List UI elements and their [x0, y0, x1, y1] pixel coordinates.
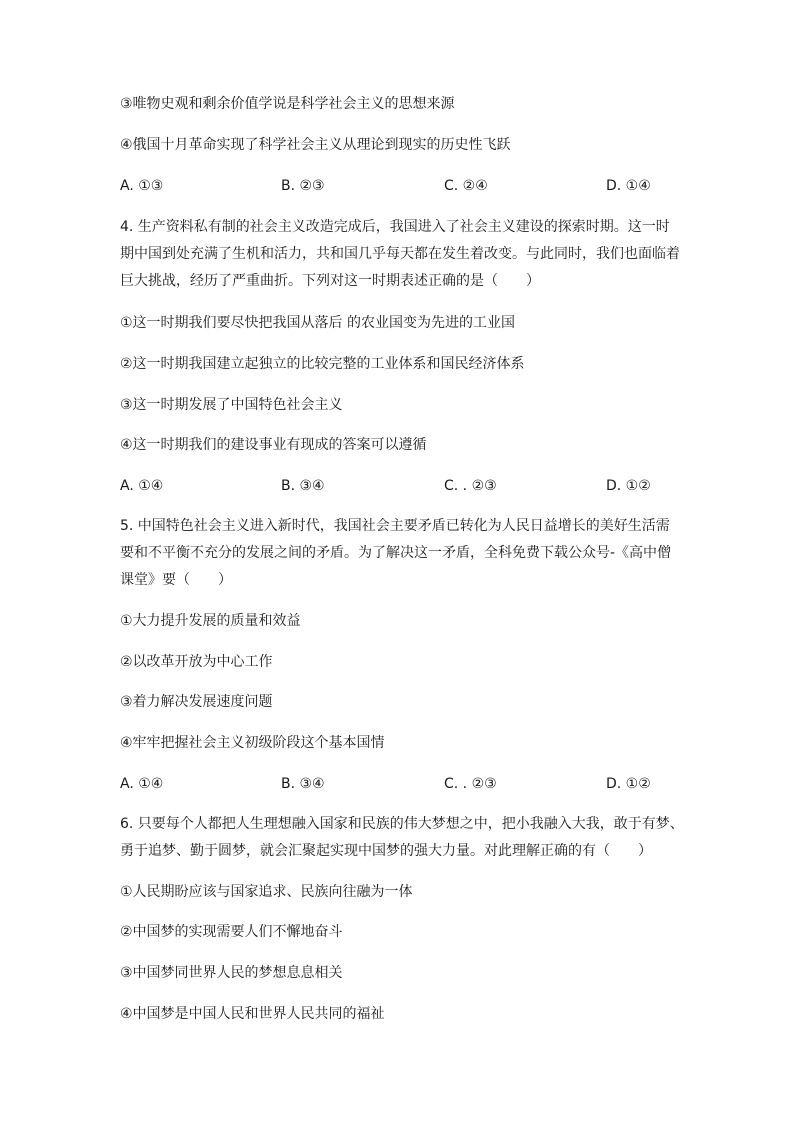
q4-statement-4: ④这一时期我们的建设事业有现成的答案可以遵循	[120, 437, 427, 453]
q3-option-a: A. ①③	[120, 178, 164, 194]
q6-statement-1: ①人民期盼应该与国家追求、民族向往融为一体	[120, 884, 413, 900]
q3-option-b: B. ②③	[281, 178, 325, 194]
q5-answer-options	[120, 774, 680, 794]
q5-option-a: A. ①④	[120, 776, 164, 792]
q4-statement-2: ②这一时期我国建立起独立的比较完整的工业体系和国民经济体系	[120, 356, 525, 372]
q5-statement-4: ④牢牢把握社会主义初级阶段这个基本国情	[120, 735, 385, 751]
q5-option-d: D. ①②	[606, 776, 651, 792]
q4-option-d: D. ①②	[606, 478, 651, 494]
q3-answer-options	[120, 176, 680, 196]
q5-statement-1: ①大力提升发展的质量和效益	[120, 613, 301, 629]
q4-statement-3: ③这一时期发展了中国特色社会主义	[120, 397, 343, 413]
q6-statement-4: ④中国梦是中国人民和世界人民共同的福祉	[120, 1006, 385, 1022]
q3-option-d: D. ①④	[606, 178, 651, 194]
q6-stem-line-1: 6. 只要每个人都把人生理想融入国家和民族的伟大梦想之中，把小我融入大我，敢于有梦、	[120, 816, 684, 832]
q4-option-b: B. ③④	[281, 478, 325, 494]
q6-statement-2: ②中国梦的实现需要人们不懈地奋斗	[120, 924, 343, 940]
q5-statement-3: ③着力解决发展速度问题	[120, 694, 273, 710]
q5-stem-line-3: 课堂》要（ ）	[120, 572, 232, 588]
q4-stem-line-2: 期中国到处充满了生机和活力，共和国几乎每天都在发生着改变。与此同时，我们也面临着	[120, 246, 680, 262]
q4-stem-line-3: 巨大挑战，经历了严重曲折。下列对这一时期表述正确的是（ ）	[120, 273, 540, 289]
q5-stem-line-1: 5. 中国特色社会主义进入新时代，我国社会主要矛盾已转化为人民日益增长的美好生活需	[120, 518, 670, 534]
q5-option-b: B. ③④	[281, 776, 325, 792]
q3-option-c: C. ②④	[444, 178, 488, 194]
q3-statement-3: ③唯物史观和剩余价值学说是科学社会主义的思想来源	[120, 96, 455, 112]
q6-stem-line-2: 勇于追梦、勤于圆梦，就会汇聚起实现中国梦的强大力量。对此理解正确的有（ ）	[120, 843, 652, 859]
q5-stem-line-2: 要和不平衡不充分的发展之间的矛盾。为了解决这一矛盾，全科免费下载公众号-《高中僧	[120, 545, 672, 561]
q5-statement-2: ②以改革开放为中心工作	[120, 654, 273, 670]
q4-answer-options	[120, 476, 680, 496]
q4-stem-line-1: 4. 生产资料私有制的社会主义改造完成后，我国进入了社会主义建设的探索时期。这一时	[120, 219, 670, 235]
q4-option-c: C. . ②③	[444, 478, 497, 494]
q4-statement-1: ①这一时期我们要尽快把我国从落后 的农业国变为先进的工业国	[120, 315, 515, 331]
q4-option-a: A. ①④	[120, 478, 164, 494]
q3-statement-4: ④俄国十月革命实现了科学社会主义从理论到现实的历史性飞跃	[120, 137, 511, 153]
q5-option-c: C. . ②③	[444, 776, 497, 792]
q6-statement-3: ③中国梦同世界人民的梦想息息相关	[120, 965, 343, 981]
